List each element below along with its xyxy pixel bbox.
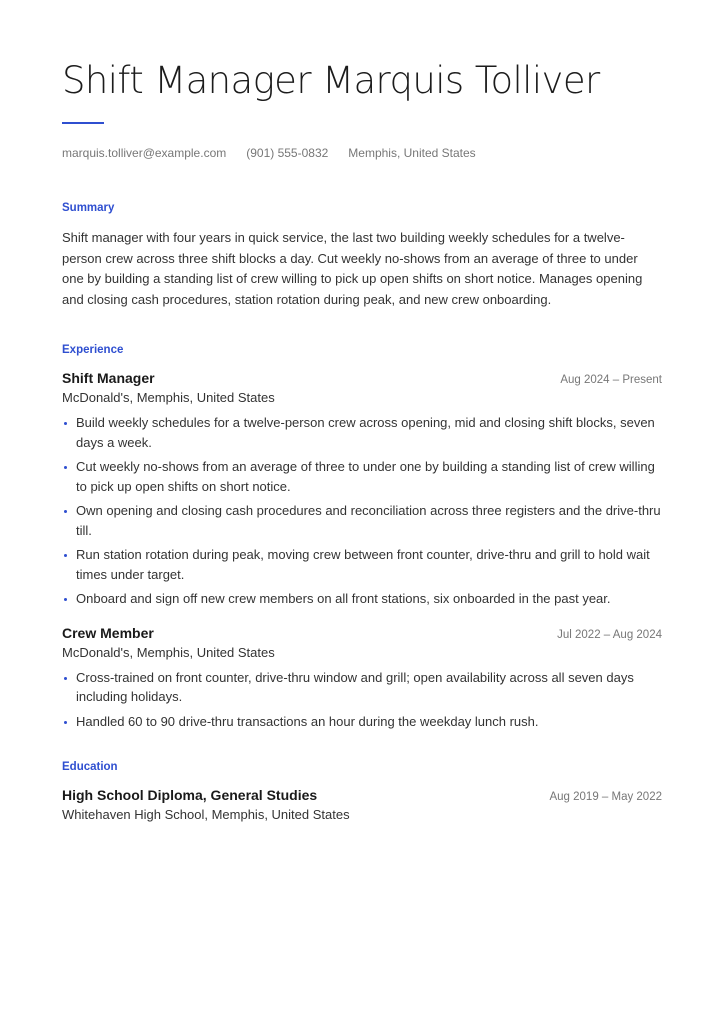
job-organization: McDonald's, Memphis, United States [62,390,275,405]
job-role: Crew Member [62,624,154,641]
education-dates: Aug 2019 – May 2022 [549,791,662,803]
job-bullets [62,413,662,609]
contact-phone[interactable]: (901) 555-0832 [246,146,329,160]
summary-heading: Summary [62,202,115,214]
bullet-item: Run station rotation during peak, moving crew between front counter, drive-thru and grill to hold wait times under target. [62,545,662,584]
summary-text: Shift manager with four years in quick service, the last two building weekly schedules for a twelve-person crew across three shift blocks a day. Cut weekly no-shows from an average of three to under one by building a standing list of crew willing to pick up open shifts on short notice. Manages opening and closing cash procedures, station rotation during peak, and new crew onboarding. [62,230,643,307]
bullet-item: Cut weekly no-shows from an average of three to under one by building a standing list of crew willing to pick up open shifts on short notice. [62,457,662,496]
experience-heading: Experience [62,344,124,356]
education-school: Whitehaven High School, Memphis, United States [62,807,350,822]
bullet-item: Onboard and sign off new crew members on all front stations, six onboarded in the past year. [62,589,662,609]
job-dates: Jul 2022 – Aug 2024 [557,628,662,641]
job-entry [62,625,662,732]
education-heading: Education [62,761,118,773]
education-entry [62,787,662,822]
contact-location: Memphis, United States [348,146,476,160]
accent-divider [62,122,104,124]
education-degree: High School Diploma, General Studies [62,787,318,803]
contact-email[interactable]: marquis.tolliver@example.com [62,146,227,160]
job-dates: Aug 2024 – Present [560,374,662,386]
bullet-item: Own opening and closing cash procedures and reconciliation across three registers and the drive-thru till. [62,501,662,540]
job-entry [62,370,662,609]
contact-info [62,146,662,160]
resume-name: Shift Manager Marquis Tolliver [62,59,600,102]
bullet-item: Handled 60 to 90 drive-thru transactions an hour during the weekday lunch rush. [62,712,662,732]
job-bullets [62,668,662,732]
bullet-item: Build weekly schedules for a twelve-person crew across opening, mid and closing shift blocks, seven days a week. [62,413,662,452]
job-organization: McDonald's, Memphis, United States [62,644,275,660]
job-role: Shift Manager [62,370,155,386]
bullet-item: Cross-trained on front counter, drive-thru window and grill; open availability across all seven days including holidays. [62,668,662,707]
